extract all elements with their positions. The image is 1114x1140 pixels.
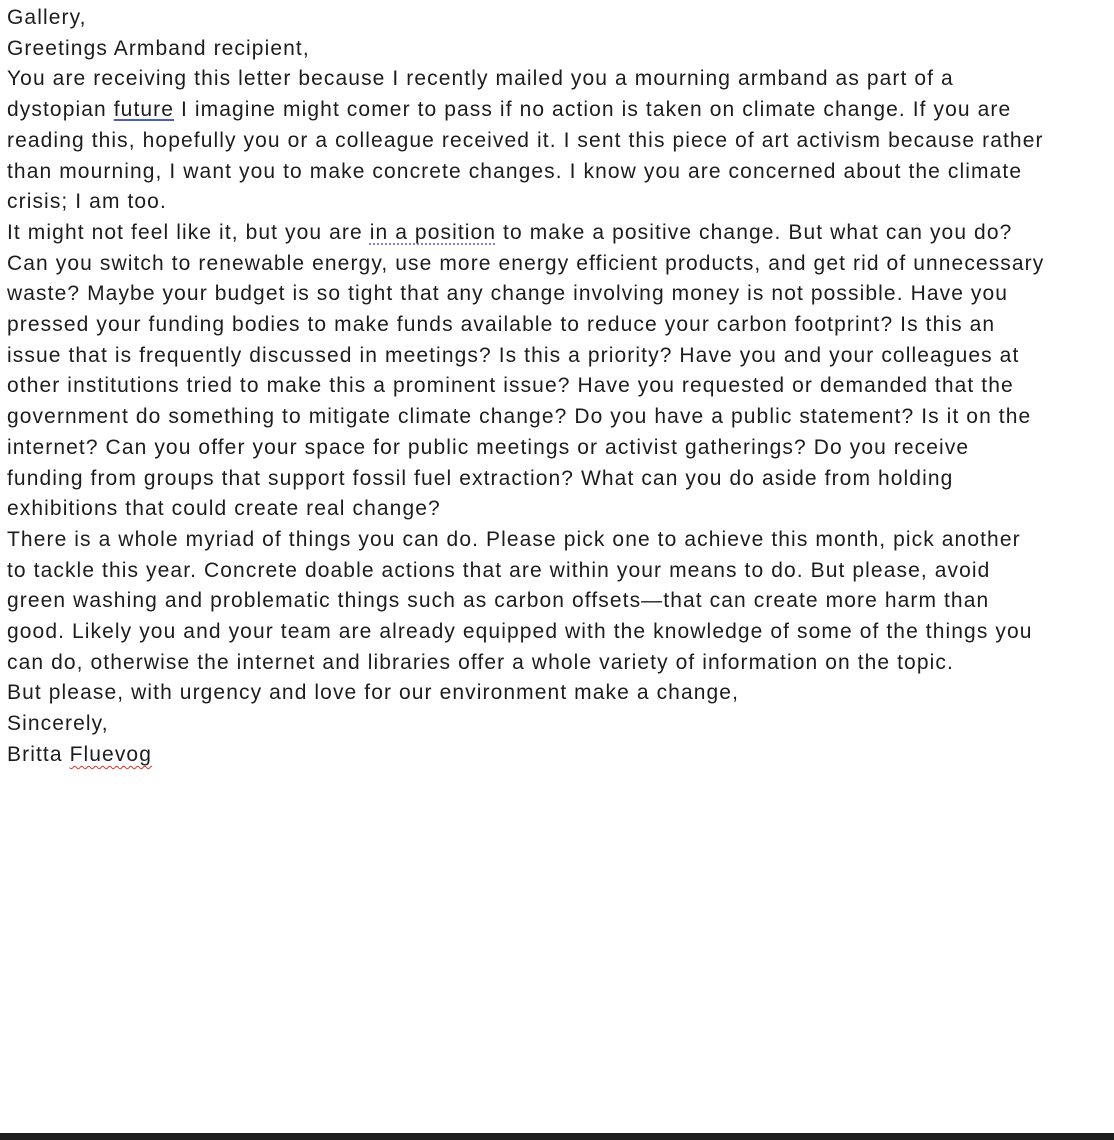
paragraph-1-text-before: You are receiving this letter because I recently mailed you a mourning armband as part of a dystopian: [7, 67, 954, 122]
signature-line: [7, 740, 1047, 771]
signature-first-name: Britta: [7, 742, 70, 766]
salutation: Gallery,: [7, 6, 87, 29]
paragraph-2-text-after: to make a positive change. But what can you do? Can you switch to renewable energy, use more energy efficient products, and get rid of unnecessary waste? Maybe your budget is so tight that any change involving money is not possible. Have you pressed your funding bodies to make funds available to reduce your carbon footprint? Is this an issue that is frequently discussed in meetings? Is this a priority? Have you and your colleagues at other institutions tried to make this a prominent issue? Have you requested or demanded that the government do something to mitigate climate change? Do you have a public statement? Is it on the internet? Can you offer your space for public meetings or activist gatherings? Do you receive funding from groups that support fossil fuel extraction? What can you do aside from holding exhibitions that could create real change?: [7, 220, 1045, 521]
grammar-flagged-phrase[interactable]: in a position: [369, 220, 497, 244]
paragraph-1-text-after: I imagine might comer to pass if no action is taken on climate change. If you are reading this, hopefully you or a colleague received it. I sent this piece of art activism because rather than mourning, I want you to make concrete changes. I know you are concerned about the climate crisis; I am too.: [7, 98, 1044, 214]
document-canvas[interactable]: [7, 3, 1047, 771]
paragraph-2-text-before: It might not feel like it, but you are: [7, 220, 370, 244]
greeting: Greetings Armband recipient,: [7, 36, 310, 60]
spellcheck-flagged-word[interactable]: Fluevog: [69, 742, 152, 766]
sincerely-line: Sincerely,: [7, 712, 109, 736]
closing-line: But please, with urgency and love for our environment make a change,: [7, 681, 740, 705]
paragraph-1: [7, 64, 1047, 218]
future-link[interactable]: future: [113, 98, 175, 122]
window-edge-bar: [0, 1133, 1114, 1140]
paragraph-3: There is a whole myriad of things you can do. Please pick one to achieve this month, pick another to tackle this year. Concrete doable actions that are within your means to do. But please, avoid green washing and problematic things such as carbon offsets—that can create more harm than good. Likely you and your team are already equipped with the knowledge of some of the things you can do, otherwise the internet and libraries offer a whole variety of information on the topic.: [7, 527, 1033, 674]
paragraph-2: [7, 218, 1047, 525]
